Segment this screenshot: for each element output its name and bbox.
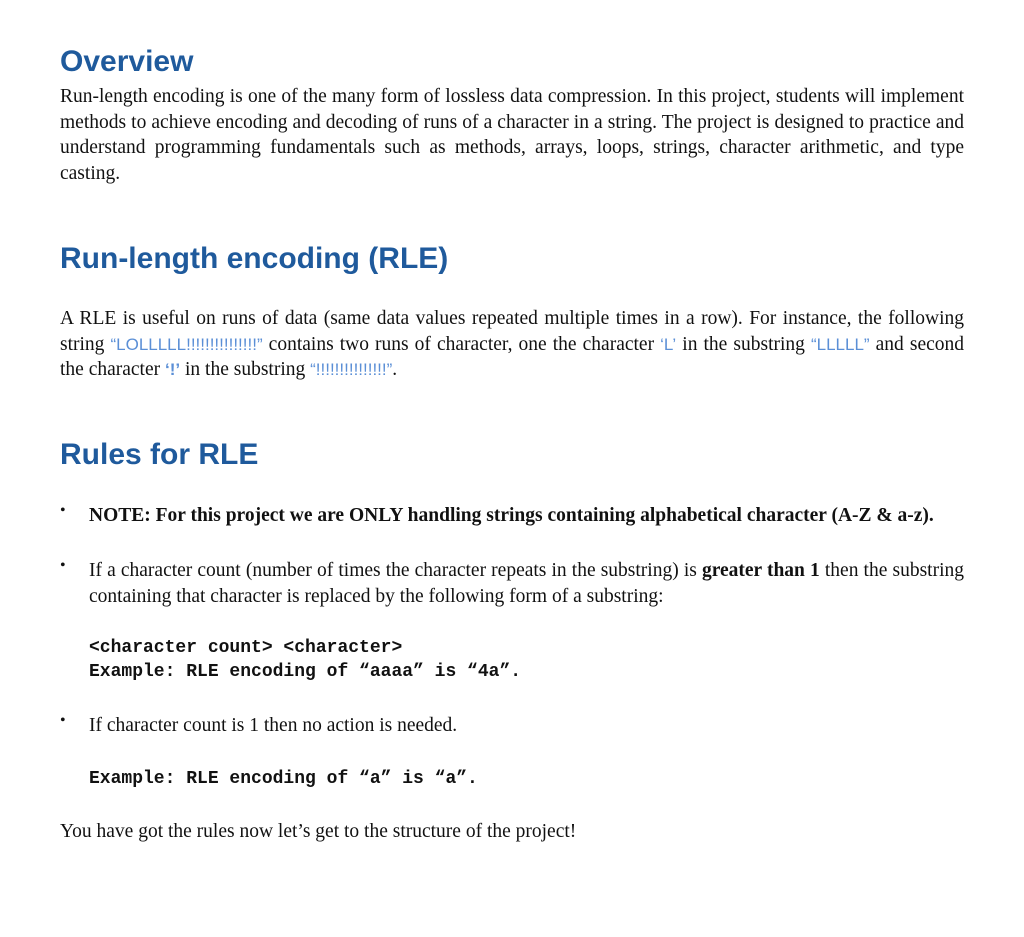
rules-note: NOTE: For this project we are ONLY handling strings containing alphabetical character (A-Z & a-z). <box>89 505 934 526</box>
rle-example-string: “LOLLLLL!!!!!!!!!!!!!!!” <box>110 334 263 354</box>
bullet-dot: • <box>60 502 66 519</box>
rules-heading: Rules for RLE <box>60 438 259 471</box>
bullet-dot: • <box>60 557 66 574</box>
rules-rule-2: If character count is 1 then no action is needed. <box>89 715 458 736</box>
rle-char-l: ‘L’ <box>660 334 677 354</box>
rle-paragraph <box>60 306 964 383</box>
bullet-dot: • <box>60 712 66 729</box>
rule-1-text-b: then the substring containing that character is replaced by the following form of a substring: <box>89 560 964 607</box>
overview-heading: Overview <box>60 45 194 78</box>
rle-text-6: . <box>392 359 398 380</box>
overview-paragraph: Run-length encoding is one of the many form of lossless data compression. In this project, students will implement methods to achieve encoding and decoding of runs of a character in a string. The project is designed to practice and understand programming fundamentals such as methods, arrays, loops, strings, character arithmetic, and type casting. <box>60 86 964 184</box>
rle-substring-bang: “!!!!!!!!!!!!!!!” <box>310 360 393 379</box>
rle-text-3: in the substring <box>676 333 811 355</box>
rules-rule-1 <box>89 558 964 609</box>
rle-text-5: in the substring <box>180 359 311 380</box>
rle-char-bang: ‘!’ <box>165 360 181 379</box>
code-format: <character count> <character> <box>89 638 403 658</box>
rle-text-4: and second the character <box>60 333 965 380</box>
rule-1-bold: greater than 1 <box>701 560 820 581</box>
rle-substring-l: “LLLLL” <box>810 334 870 354</box>
rule-1-text-a: If a character count (number of times the character repeats in the substring) is <box>89 560 702 581</box>
code-example-1: Example: RLE encoding of “aaaa” is “4a”. <box>89 662 522 682</box>
code-example-2: Example: RLE encoding of “a” is “a”. <box>89 769 478 789</box>
rle-text-2: contains two runs of character, one the character <box>262 333 661 355</box>
rle-text-1: A RLE is useful on runs of data (same data values repeated multiple times in a row). For instance, the following string <box>60 308 964 355</box>
closing-text: You have got the rules now let’s get to the structure of the project! <box>60 821 577 842</box>
rle-heading: Run-length encoding (RLE) <box>60 242 449 275</box>
